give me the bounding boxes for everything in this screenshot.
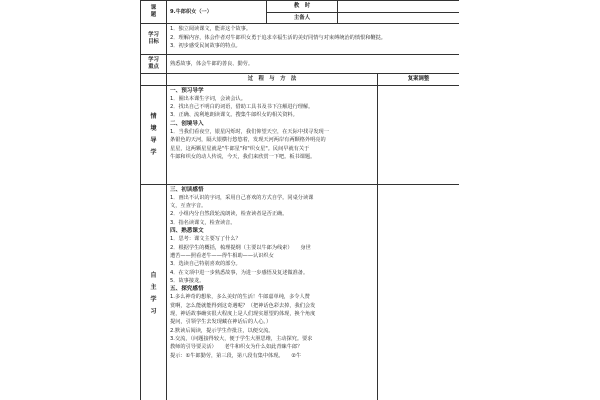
goal-line: 3．初步感受民间故事的特点。 [170, 42, 241, 49]
scene-content [167, 85, 378, 184]
content-line: 1．画出不认识的字词，采用自己喜欢的方式自学。同桌分读课 [170, 194, 314, 201]
content-line: 1．当我们看夜空，银星闪烁时，我们仰望天空，在天际中找寻发现一 [170, 129, 329, 136]
scene-label: 情 境 导 学 [141, 85, 167, 184]
goals-cell [167, 24, 460, 55]
content-line: 2．根据学生的概括，梳理提纲（主要以牛郎为线索） 身世 [170, 244, 311, 251]
section-heading: 五、探究感悟 [170, 286, 204, 293]
self-study-review [378, 184, 460, 400]
section-heading: 二、创境导入 [170, 120, 204, 127]
content-line: 2.默读后阅读，提示学生作批注，以便交流。 [170, 327, 274, 334]
key-text: 熟悉故事，体会牛郎的善良、勤劳。 [167, 55, 460, 74]
content-line: 3．选读自己特别喜欢的部分。 [170, 261, 241, 268]
content-line: 牛郎和织女的动人传说，今天，我们来欣赏一下吧。板书课题。 [170, 153, 316, 160]
content-line: 3.交流，（问题接得较大，便于学生大胆思维，主动探究。要求 [170, 335, 313, 342]
content-line: 星星，这两颗星星就是"牛郎星"和"织女星"。民间早就有关于 [170, 145, 310, 152]
hours-value [338, 1, 460, 13]
section-heading: 四、熟悉课文 [170, 228, 204, 235]
review-header: 复案调整 [378, 74, 460, 85]
goal-line: 1．独立阅读课文，能讲这个故事。 [170, 26, 252, 33]
process-header: 过 程 与 方 法 [167, 74, 378, 85]
blank-cell [141, 74, 167, 85]
goals-label: 学习 目标 [141, 24, 167, 55]
lesson-plan-page [140, 0, 459, 400]
content-line: 5．故事接龙。 [170, 277, 205, 284]
preparer-value [338, 13, 460, 24]
content-line: 现，神话故事确实很大程度上是人们现实愿望的体现，换个角度 [170, 311, 316, 318]
hours-label: 教 时 [267, 1, 338, 13]
content-line: 遭苦——照看老牛——得牛相助——认识织女 [170, 252, 274, 259]
scene-review [378, 85, 460, 184]
goal-line: 2．理解内容，体会作者对牛郎织女勇于追求幸福生活的美好同情与对束缚统治的愤恨和鞭挞。 [170, 34, 386, 41]
key-label: 学习 重点 [141, 55, 167, 74]
content-line: 1．圈出本课生字词，会读会认。 [170, 95, 246, 102]
self-study-label: 自 主 学 习 [141, 184, 167, 400]
content-line: 1．思考：课文主要写了什么？ [170, 236, 241, 243]
section-heading: 一、预习导学 [170, 87, 204, 94]
section-heading: 三、初读感悟 [170, 186, 204, 193]
content-line: 2．找出自己不明白的词语，借助工具书及书下注解进行理解。 [170, 104, 314, 111]
preparer-label: 主备人 [267, 13, 338, 24]
content-line: 条银色的天河，隔大银横行悠悠着，发现天河两岸有两颗格外明亮的 [170, 137, 326, 144]
content-line: 文，互查字音。 [170, 203, 207, 210]
content-line: 3．指名读课文，检查读音。 [170, 219, 236, 226]
topic-label: 课 题 [141, 1, 167, 24]
content-line: 1.多么神奇的想象，多么美好的生活！牛郎嘉单纯，多令人赞 [170, 294, 310, 301]
content-line: 2．小组内分自然段轮流朗读，检查读者是否正确。 [170, 211, 288, 218]
content-line: 提示：①牛郎勤劳，第三段，第八段有集中体现。 ②牛 [170, 352, 302, 359]
content-line: 提问，引领学生去发现藏在神话后的人心。） [170, 319, 272, 326]
lesson-plan-table [140, 0, 459, 400]
content-line: 教师的引导要灵活） 老牛和织女为什么如此青睐牛郎？ [170, 344, 303, 351]
content-line: 赏啊，怎么能就能得到这奇遇呢？（把神话色彩去掉，我们会发 [170, 302, 316, 309]
content-line: 4．在文项中进一步熟悉故事，为进一步感悟及复述做准备。 [170, 269, 309, 276]
topic-title: 9.牛郎织女（一） [167, 1, 267, 24]
self-study-content [167, 184, 378, 400]
content-line: 3．正确、流利地朗读课文。搜集牛郎织女的相关资料。 [170, 112, 298, 119]
